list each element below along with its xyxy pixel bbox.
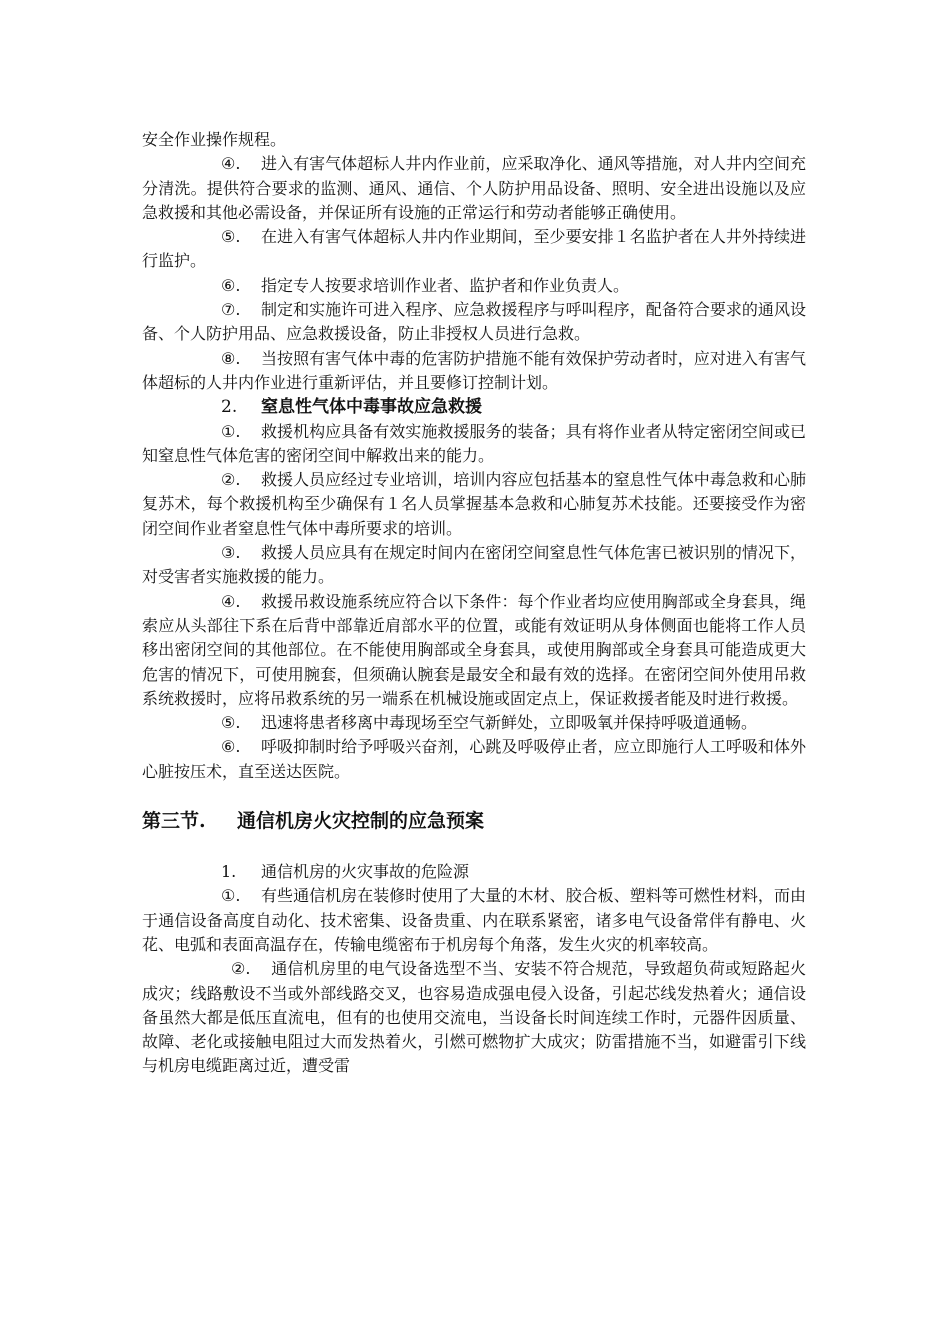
paragraph-item [142, 957, 806, 1078]
item-text: 救援吊救设施系统应符合以下条件：每个作业者均应使用胸部或全身套具，绳索应从头部往下系在后背中部靠近肩部水平的位置，或能有效证明从身体侧面也能将工作人员移出密闭空间的其他部位。在不能使用胸部或全身套具，或使用胸部或全身套具可能造成更大危害的情况下，可使用腕套，但须确认腕套是最安全和最有效的选择。在密闭空间外使用吊救系统救援时，应将吊救系统的另一端系在机械设施或固定点上，保证救援者能及时进行救援。 [142, 591, 806, 708]
paragraph-item [142, 735, 806, 784]
subsection-title: 通信机房的火灾事故的危险源 [261, 862, 470, 882]
item-text: 进入有害气体超标人井内作业前，应采取净化、通风等措施，对人井内空间充分清洗。提供符合要求的监测、通风、通信、个人防护用品设备、照明、安全进出设施以及应急救援和其他必需设备，并保证所有设施的正常运行和劳动者能够正确使用。 [142, 154, 806, 222]
document-body [142, 128, 806, 1079]
item-text: 救援人员应经过专业培训，培训内容应包括基本的窒息性气体中毒急救和心肺复苏术，每个救援机构至少确保有１名人员掌握基本急救和心肺复苏术技能。还要接受作为密闭空间作业者窒息性气体中毒所要求的培训。 [142, 470, 806, 538]
paragraph-item-6 [142, 274, 806, 298]
item-text: 有些通信机房在装修时使用了大量的木材、胶合板、塑料等可燃性材料，而由于通信设备高度自动化、技术密集、设备贵重、内在联系紧密，诸多电气设备常伴有静电、火花、电弧和表面高温存在，传输电缆密布于机房每个角落，发生火灾的机率较高。 [142, 886, 806, 954]
subsection-number: 1. [221, 862, 237, 882]
paragraph-item [142, 541, 806, 590]
subsection-number: 2. [221, 397, 238, 418]
section-title: 通信机房火灾控制的应急预案 [237, 810, 485, 833]
paragraph-item [142, 884, 806, 957]
item-text: 迅速将患者移离中毒现场至空气新鲜处，立即吸氧并保持呼吸道通畅。 [261, 713, 758, 733]
subsection-heading-hazards [142, 860, 806, 884]
item-text: 救援机构应具备有效实施救援服务的装备；具有将作业者从特定密闭空间或已知窒息性气体危害的密闭空间中解救出来的能力。 [142, 421, 806, 465]
item-number: ⑥. [221, 275, 241, 295]
paragraph-continuation: 安全作业操作规程。 [142, 130, 287, 149]
subsection-heading-rescue [142, 395, 806, 419]
item-text: 通信机房里的电气设备选型不当、安装不符合规范，导致超负荷或短路起火成灾；线路敷设不当或外部线路交叉，也容易造成强电侵入设备，引起芯线发热着火；通信设备虽然大都是低压直流电，但有的也使用交流电，当设备长时间连续工作时，元器件因质量、故障、老化或接触电阻过大而发热着火，引燃可燃物扩大成灾；防雷措施不当，如避雷引下线与机房电缆距离过近，遭受雷 [142, 959, 806, 1076]
item-number: ⑥. [221, 737, 241, 757]
item-number: ⑧. [221, 348, 241, 368]
item-text: 制定和实施许可进入程序、应急救援程序与呼叫程序，配备符合要求的通风设备、个人防护用品、应急救援设备，防止非授权人员进行急救。 [142, 300, 806, 344]
paragraph-item [142, 590, 806, 711]
item-number: ②. [221, 470, 241, 490]
item-number: ①. [221, 421, 241, 441]
item-number: ⑤. [221, 227, 241, 247]
item-number: ④. [221, 154, 241, 174]
item-text: 在进入有害气体超标人井内作业期间，至少要安排１名监护者在人井外持续进行监护。 [142, 227, 806, 271]
paragraph-item-7 [142, 298, 806, 347]
item-text: 当按照有害气体中毒的危害防护措施不能有效保护劳动者时，应对进入有害气体超标的人井内作业进行重新评估，并且要修订控制计划。 [142, 348, 806, 392]
item-text: 救援人员应具有在规定时间内在密闭空间窒息性气体危害已被识别的情况下，对受害者实施救援的能力。 [142, 543, 806, 587]
item-number: ②. [231, 959, 251, 979]
item-number: ③. [221, 543, 241, 563]
paragraph-item-8 [142, 347, 806, 396]
item-text: 指定专人按要求培训作业者、监护者和作业负责人。 [261, 275, 630, 295]
paragraph-item [142, 711, 806, 735]
item-number: ④. [221, 591, 241, 611]
section-heading [142, 807, 806, 835]
paragraph-item [142, 468, 806, 541]
item-number: ①. [221, 886, 241, 906]
item-text: 呼吸抑制时给予呼吸兴奋剂，心跳及呼吸停止者，应立即施行人工呼吸和体外心脏按压术，直至送达医院。 [142, 737, 806, 781]
paragraph-item-4 [142, 152, 806, 225]
item-number: ⑦. [221, 300, 241, 320]
paragraph-item [142, 420, 806, 469]
item-number: ⑤. [221, 713, 241, 733]
section-number: 第三节. [142, 810, 206, 833]
subsection-title: 窒息性气体中毒事故应急救援 [261, 397, 482, 418]
paragraph-item-5 [142, 225, 806, 274]
